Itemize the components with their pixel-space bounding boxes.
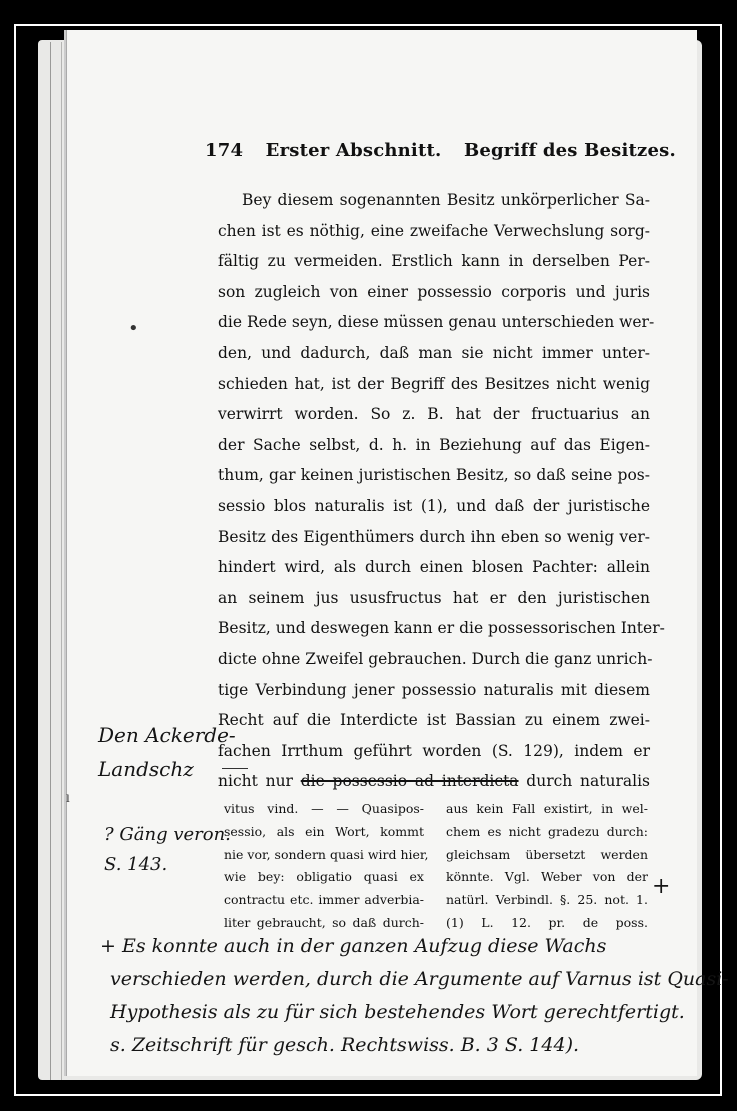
body-line: fältig zu vermeiden. Erstlich kann in derselben Per- [218,252,650,271]
last-line-start: nicht nur [218,772,301,791]
struck-text: die possessio ad interdicta [300,772,519,791]
body-line: dicte ohne Zweifel gebrauchen. Durch die ganz unrich- [218,649,653,668]
body-line: hindert wird, als durch einen blosen Pachter: allein [218,558,650,577]
running-header [205,140,676,161]
footnote-line: (1) L. 12. pr. de poss. [446,914,648,930]
handwritten-line: s. Zeitschrift für gesch. Rechtswiss. B. 3 S. 144). [110,1034,580,1056]
handwritten-line: Den Ackerde- [98,723,236,747]
handwritten-margin-note [104,820,231,880]
handwritten-line: ? Gäng veron. [104,824,231,845]
footnote-right-column [446,798,648,935]
body-line-last [218,766,650,797]
handwritten-line: verschieden werden, durch die Argumente auf Varnus ist Quasi- [110,968,729,990]
footnote-left-column [224,798,429,935]
footnote-line: liter gebraucht, so daß durch- [224,914,424,930]
handwritten-margin-note [98,718,236,786]
handwritten-bottom-note [100,930,729,1062]
footnote-line: nie vor, sondern quasi wird hier, [224,846,429,862]
body-line: der Sache selbst, d. h. in Beziehung auf das Eigen- [218,435,650,454]
handwritten-line: Landschz [98,757,194,781]
footnote-line: gleichsam übersetzt werden [446,846,648,862]
body-line: an seinem jus ususfructus hat er den juristischen [218,588,650,607]
footnote-line: wie bey: obligatio quasi ex [224,869,424,885]
body-text [218,185,665,797]
body-line: verwirrt worden. So z. B. hat der fructuarius an [218,405,650,424]
footnote-line: sessio, als ein Wort, kommt [224,823,424,839]
section-label: Erster Abschnitt. [265,140,442,161]
body-line: fachen Irrthum geführt worden (S. 129), indem er [218,741,650,760]
body-line: son zugleich von einer possessio corporis und juris [218,282,650,301]
body-line: Recht auf die Interdicte ist Bassian zu einem zwei- [218,711,650,730]
ink-speck: • [128,318,139,339]
body-line: Besitz, und deswegen kann er die possessorischen Inter- [218,619,665,638]
body-line: den, und dadurch, daß man sie nicht immer unter- [218,343,650,362]
body-line: die Rede seyn, diese müssen genau unterschieden wer- [218,313,655,332]
handwritten-line: + Es konnte auch in der ganzen Aufzug diese Wachs [100,935,607,957]
footnote-line: chem es nicht gradezu durch: [446,823,648,839]
page-title: Begriff des Besitzes. [463,140,676,161]
ink-speck: ˡ [66,792,71,813]
footnote-line: könnte. Vgl. Weber von der [446,869,648,885]
handwritten-line: S. 143. [104,854,168,875]
body-line: schieden hat, ist der Begriff des Besitzes nicht wenig [218,374,650,393]
footnote-line: natürl. Verbindl. §. 25. not. 1. [446,892,648,908]
body-line: Besitz des Eigenthümers durch ihn eben so wenig ver- [218,527,650,546]
body-line: thum, gar keinen juristischen Besitz, so daß seine pos- [218,466,650,485]
body-line: chen ist es nöthig, eine zweifache Verwechslung sorg- [218,221,650,240]
footnote-line: aus kein Fall existirt, in wel- [446,801,648,816]
handwritten-line: Hypothesis als zu für sich bestehendes Wort gerechtfertigt. [110,1001,685,1023]
handwritten-plus-mark: + [652,874,671,899]
body-line: tige Verbindung jener possessio naturalis mit diesem [218,680,650,699]
body-line: Bey diesem sogenannten Besitz unkörperlicher Sa- [242,191,650,209]
footnote-line: vitus vind. — — Quasipos- [224,801,424,816]
body-line: sessio blos naturalis ist (1), und daß der juristische [218,496,650,515]
footnote-line: contractu etc. immer adverbia- [224,892,424,908]
page-number: 174 [205,140,244,161]
last-line-end: durch naturalis [518,772,650,791]
